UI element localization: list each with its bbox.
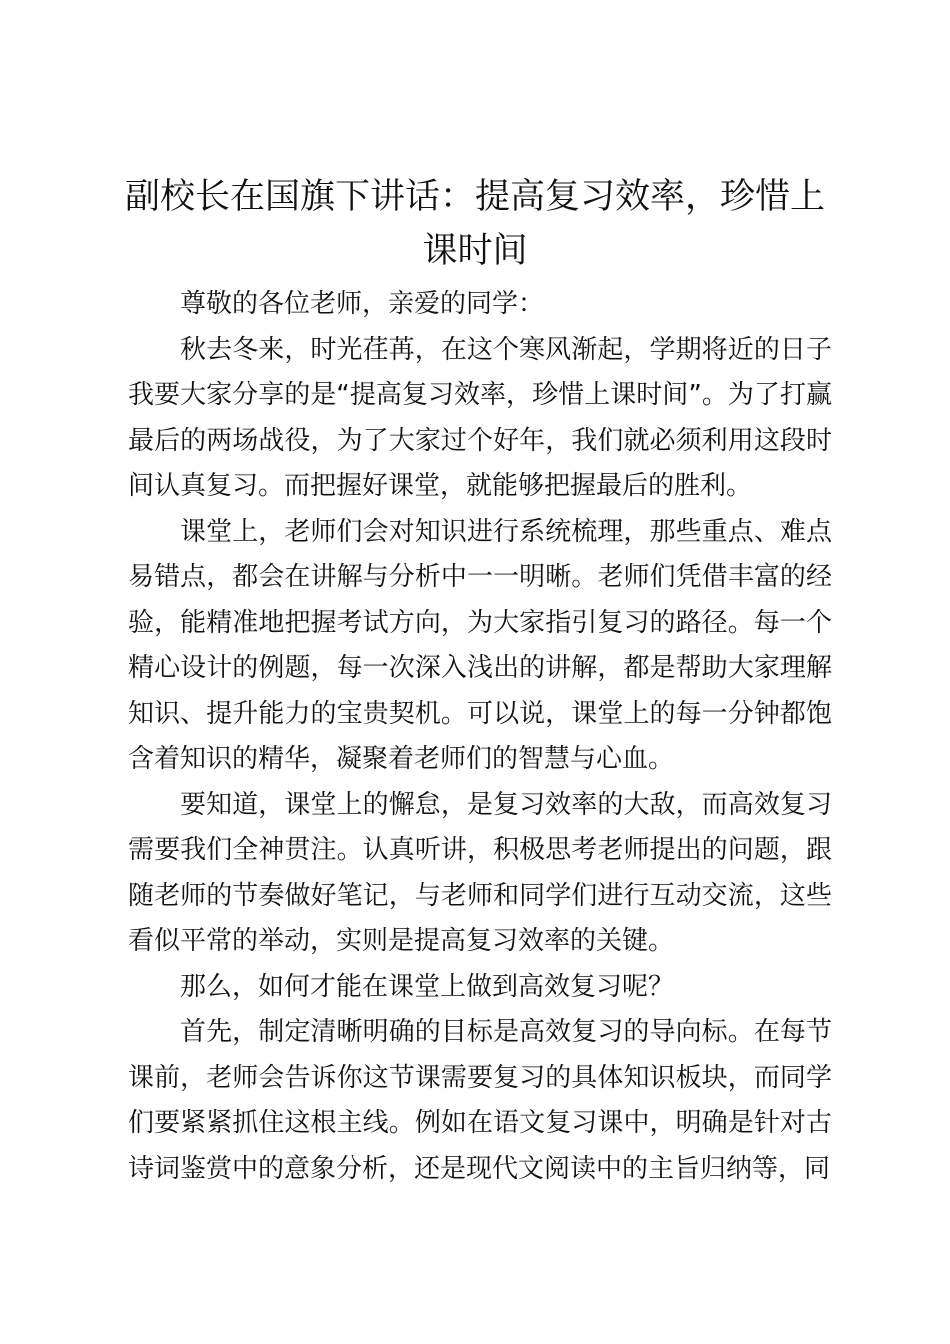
paragraph-1: 秋去冬来，时光荏苒，在这个寒风渐起，学期将近的日子我要大家分享的是“提高复习效率，珍惜上课时间”。为了打赢最后的两场战役，为了大家过个好年，我们就必须利用这段时间认真复习。而把握好课堂，就能够把握最后的胜利。 — [128, 334, 832, 501]
paragraph-5: 首先，制定清晰明确的目标是高效复习的导向标。在每节课前，老师会告诉你这节课需要复习的具体知识板块，而同学们要紧紧抓住这根主线。例如在语文复习课中，明确是针对古诗词鉴赏中的意象分析，还是现代文阅读中的主旨归纳等，同 — [128, 1017, 832, 1184]
paragraph-4: 那么，如何才能在课堂上做到高效复习呢？ — [180, 971, 675, 1002]
document-title: 副校长在国旗下讲话：提高复习效率，珍惜上课时间 — [124, 177, 825, 271]
document-body — [128, 282, 832, 1192]
paragraph-salutation: 尊敬的各位老师，亲爱的同学： — [180, 289, 545, 319]
paragraph-3: 要知道，课堂上的懈怠，是复习效率的大敌，而高效复习需要我们全神贯注。认真听讲，积极思考老师提出的问题，跟随老师的节奏做好笔记，与老师和同学们进行互动交流，这些看似平常的举动，实则是提高复习效率的关键。 — [128, 789, 832, 956]
paragraph-2: 课堂上，老师们会对知识进行系统梳理，那些重点、难点易错点，都会在讲解与分析中一一明晰。老师们凭借丰富的经验，能精准地把握考试方向，为大家指引复习的路径。每一个精心设计的例题，每一次深入浅出的讲解，都是帮助大家理解知识、提升能力的宝贵契机。可以说，课堂上的每一分钟都饱含着知识的精华，凝聚着老师们的智慧与心血。 — [128, 516, 832, 774]
